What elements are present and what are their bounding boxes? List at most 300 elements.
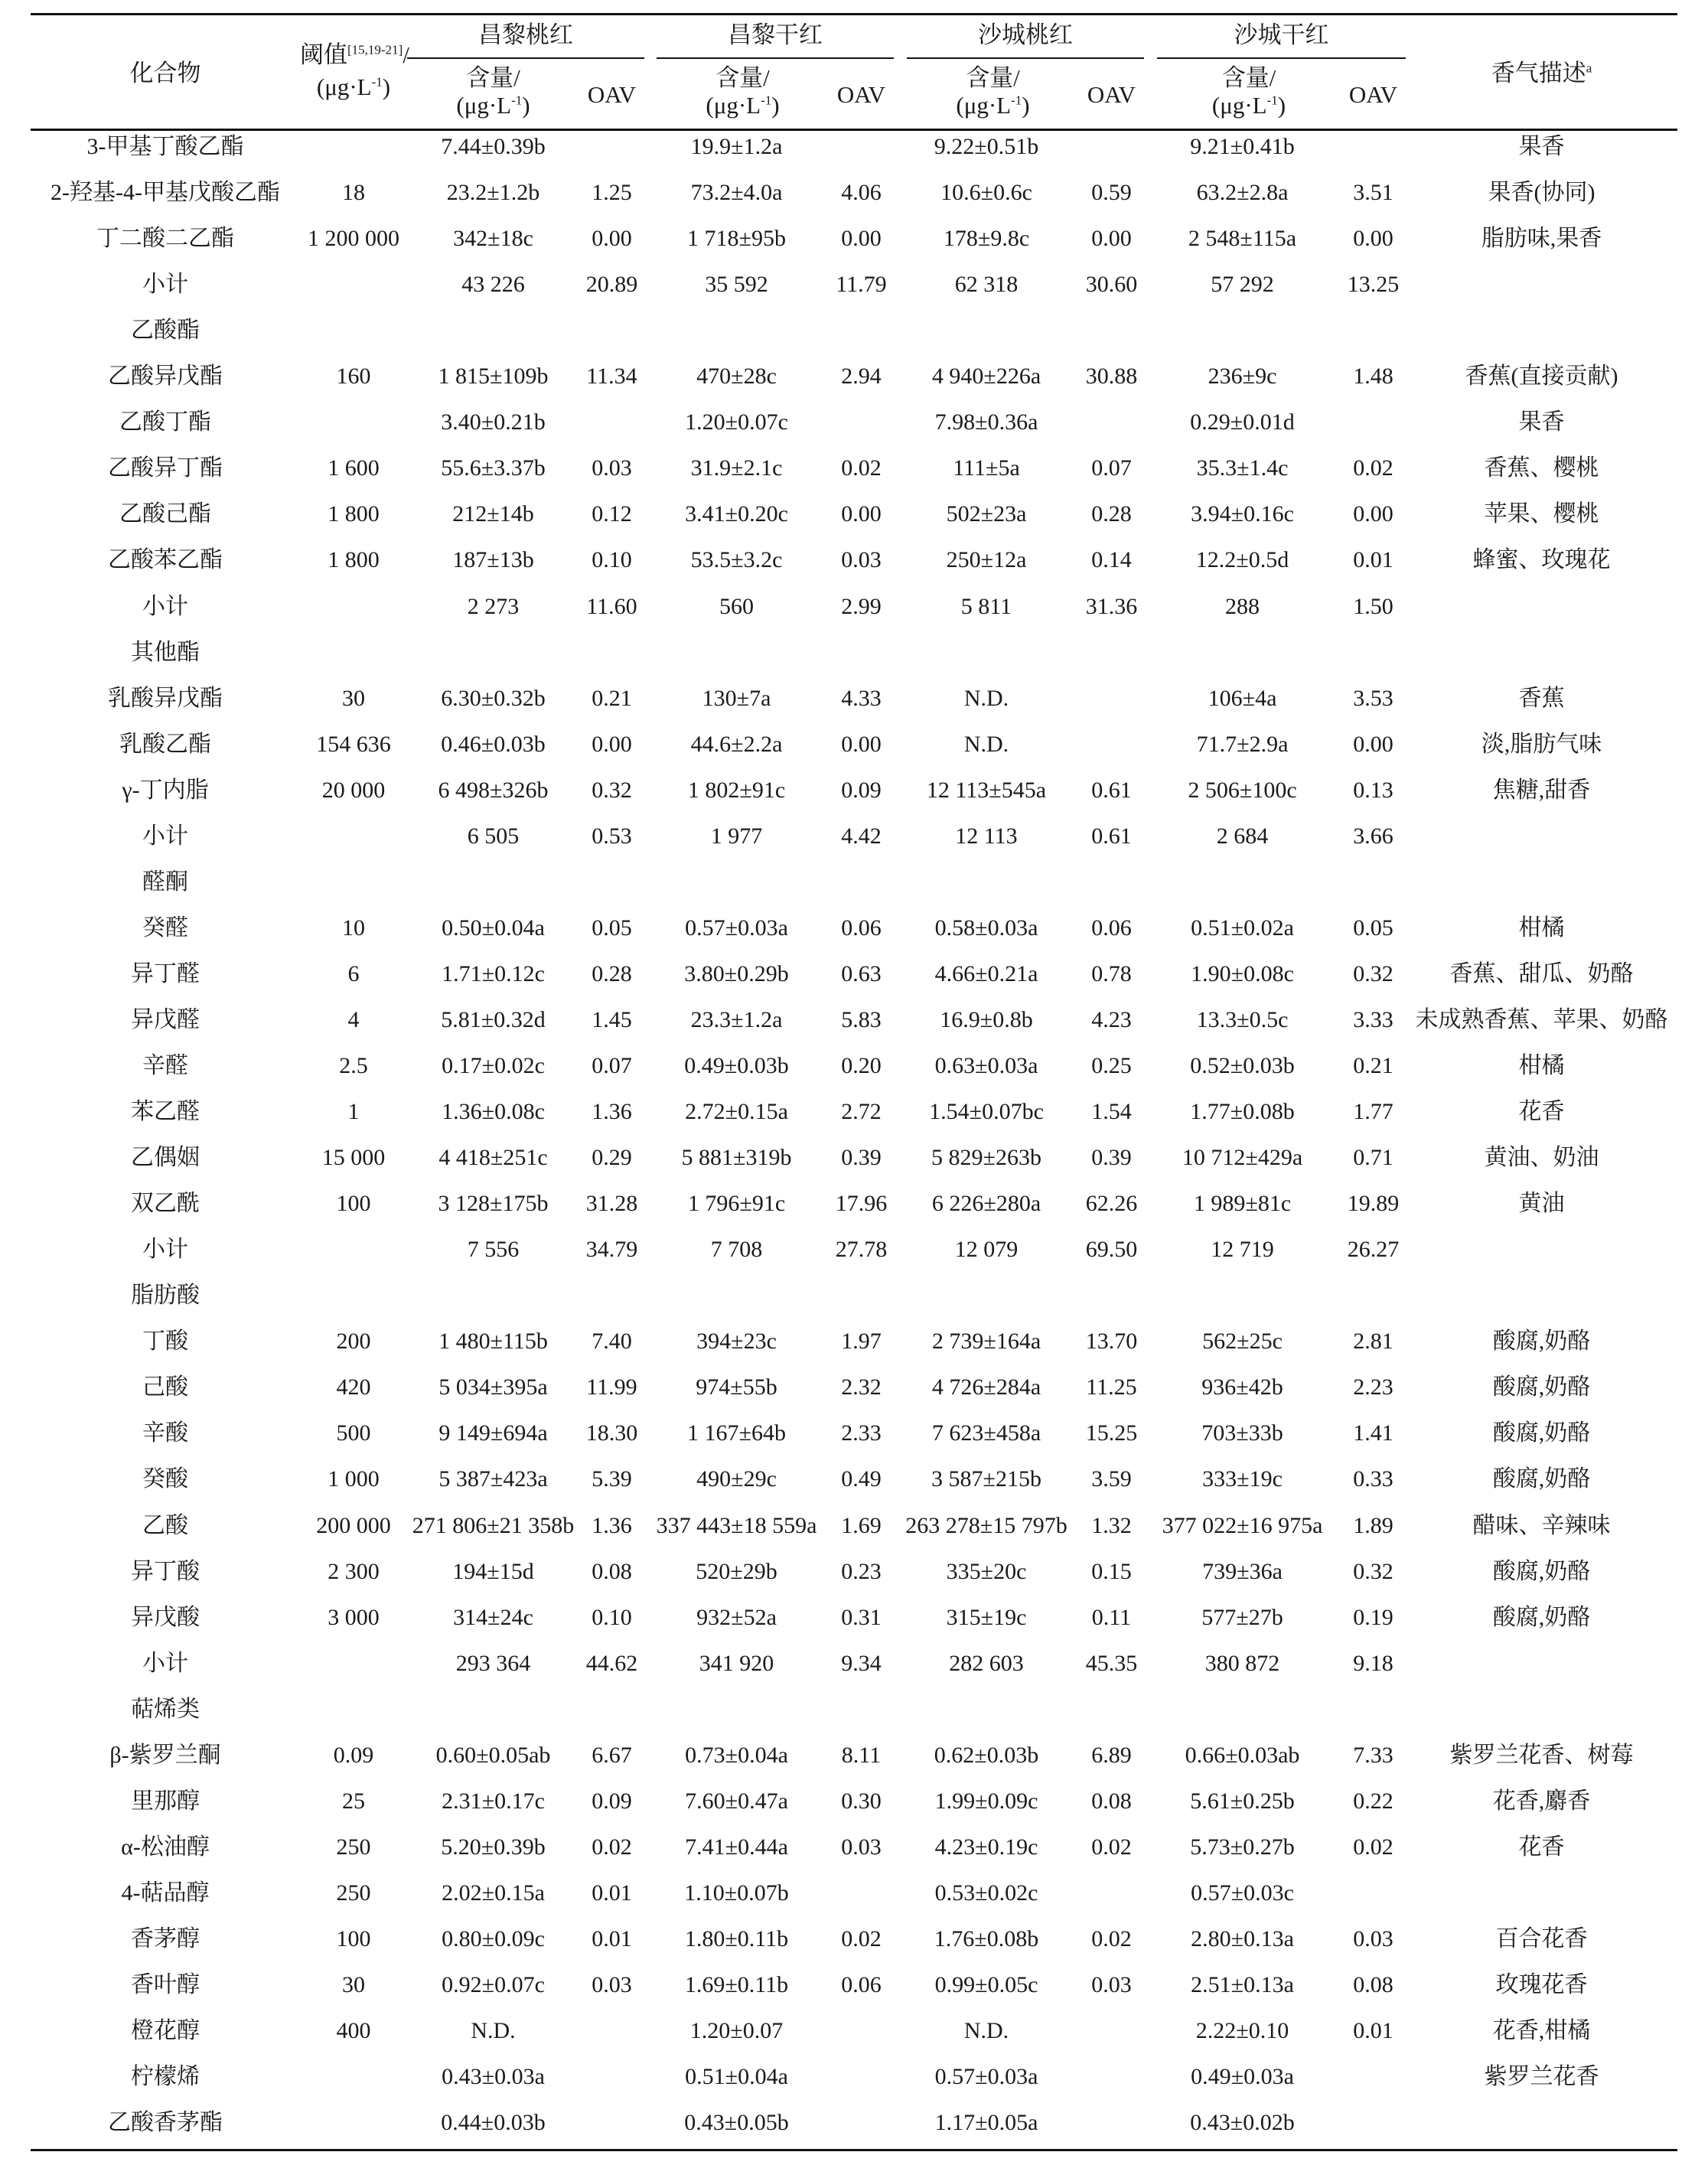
threshold-value: 154 636 (316, 731, 391, 757)
content-cl-dry: 35 592 (705, 272, 768, 298)
oav-cl-rose (579, 2100, 644, 2146)
content-sc-rose: 2 739±164a (931, 1329, 1041, 1355)
content-cl-rose: 187±13b (452, 547, 534, 573)
content-cl-dry: 1 796±91c (687, 1191, 786, 1217)
table-row (31, 445, 1677, 491)
content-sc-dry: 377 022±16 975a (1162, 1512, 1323, 1538)
oav-cl-rose (579, 630, 644, 676)
threshold-value (300, 630, 407, 676)
oav-sc-dry: 1.77 (1353, 1099, 1393, 1125)
compound-name: 萜烯类 (131, 1696, 200, 1722)
content-sc-rose: 12 113 (955, 823, 1018, 849)
threshold-value: 200 (336, 1329, 371, 1355)
content-cl-dry: 974±55b (696, 1374, 777, 1400)
oav-sc-dry: 3.51 (1353, 180, 1393, 206)
content-sc-rose: 7.98±0.36a (934, 409, 1038, 435)
content-sc-dry: 0.57±0.03c (1191, 1880, 1294, 1906)
content-sc-rose (894, 859, 1079, 905)
aroma-description: 紫罗兰花香 (1484, 2064, 1599, 2090)
content-sc-rose: 5 811 (960, 593, 1012, 619)
content-sc-dry: 0.43±0.02b (1190, 2110, 1295, 2136)
content-sc-dry: 0.49±0.03a (1191, 2064, 1294, 2090)
threshold-value: 6 (347, 960, 360, 986)
content-cl-dry: 1.20±0.07 (689, 2018, 784, 2044)
oav-sc-dry: 0.00 (1353, 731, 1393, 757)
oav-sc-rose: 0.59 (1091, 180, 1132, 206)
oav-cl-rose: 0.28 (592, 960, 632, 986)
content-cl-dry: 932±52a (696, 1604, 777, 1630)
compound-name: 乙酸香茅酯 (108, 2110, 223, 2136)
oav-sc-dry: 3.66 (1353, 823, 1393, 849)
oav-sc-dry (1341, 399, 1406, 445)
content-sc-dry: 2 548±115a (1188, 226, 1297, 252)
oav-sc-rose: 69.50 (1085, 1237, 1138, 1263)
oav-cl-rose: 1.25 (592, 180, 632, 206)
content-sc-rose: 7 623±458a (931, 1420, 1041, 1446)
content-cl-dry: 1.80±0.11b (684, 1925, 789, 1951)
content-sc-dry: 35.3±1.4c (1196, 455, 1289, 481)
oav-cl-rose (579, 124, 644, 170)
oav-sc-dry: 1.50 (1353, 593, 1393, 619)
table-row (31, 630, 1677, 676)
oav-cl-dry: 0.20 (841, 1053, 882, 1078)
data-table (31, 0, 1677, 2165)
oav-sc-rose (1079, 722, 1144, 768)
content-cl-rose: 6 498±326b (438, 777, 549, 803)
oav-sc-dry: 0.22 (1353, 1788, 1393, 1814)
table-row (31, 676, 1677, 722)
compound-name: 小计 (142, 1237, 188, 1263)
threshold-value (300, 1641, 407, 1687)
aroma-description: 香蕉、樱桃 (1484, 455, 1599, 481)
content-cl-rose: 293 364 (455, 1650, 531, 1676)
header-threshold (300, 40, 407, 70)
table-row (31, 1779, 1677, 1824)
content-cl-rose: 4 418±251c (438, 1145, 548, 1171)
table-row (31, 584, 1677, 630)
content-cl-dry: 73.2±4.0a (690, 180, 783, 206)
oav-sc-rose: 30.88 (1085, 364, 1138, 390)
oav-cl-dry: 1.97 (841, 1329, 882, 1355)
table-row (31, 262, 1677, 308)
compound-name: 其他酯 (131, 639, 200, 665)
content-cl-rose: 2.02±0.15a (442, 1880, 545, 1906)
content-sc-dry: 57 292 (1211, 272, 1274, 298)
oav-cl-dry: 0.30 (841, 1788, 882, 1814)
table-row (31, 859, 1677, 905)
oav-cl-rose: 0.08 (592, 1558, 632, 1584)
content-sc-rose: N.D. (963, 2018, 1009, 2044)
content-sc-rose (894, 308, 1079, 354)
aroma-description (1406, 308, 1677, 354)
content-sc-rose: 4.66±0.21a (934, 960, 1038, 986)
oav-cl-rose: 0.32 (592, 777, 632, 803)
compound-name: 辛醛 (142, 1053, 188, 1078)
content-sc-dry: 936±42b (1201, 1374, 1283, 1400)
content-cl-rose: 1 815±109b (438, 364, 549, 390)
oav-sc-rose (1079, 1870, 1144, 1916)
table-row (31, 1824, 1677, 1870)
oav-cl-rose: 1.45 (592, 1006, 632, 1032)
table-row (31, 1503, 1677, 1549)
threshold-value (300, 584, 407, 630)
compound-name: 乙酸苯乙酯 (108, 547, 223, 573)
content-cl-rose: 2 273 (467, 593, 520, 619)
aroma-description: 百合花香 (1495, 1925, 1588, 1951)
compound-name: γ-丁内脂 (122, 777, 209, 803)
content-sc-rose: 111±5a (953, 455, 1020, 481)
oav-cl-dry (829, 1273, 894, 1319)
content-sc-dry: 236±9c (1208, 364, 1277, 390)
oav-cl-rose (579, 308, 644, 354)
threshold-value: 100 (336, 1925, 371, 1951)
aroma-description: 酸腐,奶酪 (1492, 1420, 1591, 1446)
content-sc-rose: 502±23a (946, 501, 1027, 527)
header-threshold-ref: [15,19-21] (347, 42, 403, 57)
content-cl-rose (407, 1687, 579, 1733)
content-sc-rose: 1.54±0.07bc (929, 1099, 1044, 1125)
oav-sc-rose (1079, 2008, 1144, 2054)
oav-cl-dry (829, 859, 894, 905)
content-sc-dry: 10 712±429a (1182, 1145, 1303, 1171)
oav-sc-dry (1341, 308, 1406, 354)
content-sc-dry: 1 989±81c (1193, 1191, 1292, 1217)
content-sc-rose: 6 226±280a (931, 1191, 1041, 1217)
compound-name: 乙酸丁酯 (119, 409, 211, 435)
oav-cl-dry (829, 2008, 894, 2054)
content-sc-dry (1144, 308, 1341, 354)
table-row (31, 1410, 1677, 1456)
threshold-value: 500 (336, 1420, 371, 1446)
content-sc-dry: 3.94±0.16c (1191, 501, 1294, 527)
oav-cl-dry: 8.11 (841, 1742, 882, 1768)
content-header-1: 含量/ (466, 64, 520, 91)
table-row (31, 768, 1677, 814)
threshold-value: 400 (336, 2018, 371, 2044)
oav-cl-rose (579, 1687, 644, 1733)
oav-cl-dry: 2.94 (841, 364, 882, 390)
threshold-value (300, 2054, 407, 2100)
oav-cl-dry (829, 1687, 894, 1733)
content-sc-dry: 577±27b (1201, 1604, 1283, 1630)
table-row (31, 1365, 1677, 1410)
oav-cl-rose: 0.00 (592, 731, 632, 757)
content-sc-dry: 9.21±0.41b (1190, 134, 1295, 159)
oav-cl-rose: 0.29 (592, 1145, 632, 1171)
content-cl-dry (644, 630, 829, 676)
threshold-value: 1 800 (328, 501, 380, 527)
compound-name: 橙花醇 (131, 2018, 200, 2044)
oav-sc-dry (1341, 2054, 1406, 2100)
oav-cl-dry: 17.96 (835, 1191, 888, 1217)
aroma-description (1406, 859, 1677, 905)
content-sc-dry: 106±4a (1208, 685, 1277, 711)
table-row (31, 997, 1677, 1043)
threshold-value (300, 308, 407, 354)
aroma-description (1406, 1273, 1677, 1319)
table-row (31, 1273, 1677, 1319)
group-header-2: 昌黎干红 (728, 21, 823, 48)
oav-cl-dry: 0.49 (841, 1466, 882, 1492)
oav-sc-dry: 7.33 (1353, 1742, 1393, 1768)
table-row (31, 814, 1677, 859)
content-sc-rose: 12 113±545a (926, 777, 1047, 803)
content-cl-rose: 5 387±423a (438, 1466, 548, 1492)
oav-sc-dry: 19.89 (1347, 1191, 1400, 1217)
compound-name: α-松油醇 (121, 1834, 210, 1860)
compound-name: 丁二酸二乙酯 (96, 226, 234, 252)
header-aroma: 香气描述$^a$ (1491, 60, 1592, 86)
oav-cl-rose: 0.10 (592, 547, 632, 573)
content-cl-rose: 43 226 (461, 272, 525, 298)
oav-sc-rose (1079, 399, 1144, 445)
content-unit-1: $(\mu g\cdot L^{-1})$ (456, 92, 530, 119)
oav-sc-dry: 0.32 (1353, 1558, 1393, 1584)
aroma-description (1406, 1641, 1677, 1687)
compound-name: 香茅醇 (131, 1925, 200, 1951)
content-sc-dry: 1.90±0.08c (1191, 960, 1294, 986)
oav-cl-rose: 0.03 (592, 1972, 632, 1997)
table-row (31, 354, 1677, 399)
content-cl-dry: 23.3±1.2a (690, 1006, 783, 1032)
threshold-value: 30 (342, 1972, 365, 1997)
content-unit-2: $(\mu g\cdot L^{-1})$ (706, 92, 780, 119)
threshold-value: 4 (347, 1006, 360, 1032)
content-sc-rose: 62 318 (954, 272, 1019, 298)
oav-sc-rose: 13.70 (1085, 1329, 1138, 1355)
content-cl-dry: 5 881±319b (681, 1145, 792, 1171)
content-cl-dry: 470±28c (696, 364, 777, 390)
group-header-4: 沙城干红 (1234, 21, 1329, 48)
aroma-description (1406, 262, 1677, 308)
content-cl-rose: 0.17±0.02c (442, 1053, 545, 1078)
table-row (31, 170, 1677, 216)
content-cl-dry: 341 920 (699, 1650, 774, 1676)
oav-header-2: OAV (836, 81, 886, 108)
oav-sc-rose: 0.02 (1091, 1834, 1132, 1860)
compound-name: 乙酸异戊酯 (108, 364, 223, 390)
aroma-description: 苹果、樱桃 (1484, 501, 1599, 527)
content-sc-rose: 335±20c (946, 1558, 1027, 1584)
content-sc-rose: 16.9±0.8b (940, 1006, 1033, 1032)
aroma-description (1406, 2100, 1677, 2146)
content-cl-rose: 212±14b (452, 501, 534, 527)
content-sc-dry: 1.77±0.08b (1190, 1099, 1295, 1125)
content-cl-rose: N.D. (471, 2018, 516, 2044)
content-cl-dry: 0.49±0.03b (684, 1053, 789, 1078)
compound-name: 小计 (142, 593, 188, 619)
content-sc-dry: 0.29±0.01d (1190, 409, 1295, 435)
threshold-value: 2.5 (339, 1053, 368, 1078)
threshold-value: 160 (336, 364, 371, 390)
oav-cl-dry (829, 1870, 894, 1916)
oav-sc-rose: 0.78 (1091, 960, 1132, 986)
oav-cl-rose (579, 1273, 644, 1319)
oav-cl-rose: 18.30 (585, 1420, 638, 1446)
oav-cl-rose: 0.10 (592, 1604, 632, 1630)
content-cl-rose: 3.40±0.21b (441, 409, 546, 435)
content-sc-dry: 2 506±100c (1188, 777, 1297, 803)
oav-sc-rose: 0.14 (1091, 547, 1132, 573)
compound-name: 小计 (142, 1650, 188, 1676)
content-sc-dry: 2.80±0.13a (1191, 1925, 1294, 1951)
oav-cl-rose (579, 399, 644, 445)
table-row (31, 1687, 1677, 1733)
content-sc-dry (1144, 630, 1341, 676)
aroma-description: 焦糖,甜香 (1492, 777, 1591, 803)
content-cl-dry (644, 859, 829, 905)
oav-sc-dry: 3.33 (1353, 1006, 1393, 1032)
compound-name: 小计 (142, 823, 188, 849)
oav-sc-dry: 0.03 (1353, 1925, 1393, 1951)
aroma-description: 柑橘 (1518, 915, 1565, 941)
oav-cl-dry: 2.32 (841, 1374, 882, 1400)
content-cl-rose: 2.31±0.17c (442, 1788, 545, 1814)
oav-sc-dry (1341, 859, 1406, 905)
oav-sc-dry: 2.23 (1353, 1374, 1393, 1400)
oav-cl-dry: 2.99 (841, 593, 882, 619)
oav-cl-dry: 4.42 (841, 823, 882, 849)
threshold-value (300, 262, 407, 308)
aroma-description: 蜂蜜、玫瑰花 (1472, 547, 1611, 573)
oav-sc-dry: 0.01 (1353, 2018, 1393, 2044)
oav-sc-rose: 0.06 (1091, 915, 1132, 941)
aroma-description: 黄油 (1518, 1191, 1565, 1217)
oav-sc-dry (1341, 1273, 1406, 1319)
oav-sc-rose: 0.08 (1091, 1788, 1132, 1814)
aroma-description: 淡,脂肪气味 (1481, 731, 1602, 757)
compound-name: 己酸 (142, 1374, 188, 1400)
table-row (31, 1870, 1677, 1916)
content-sc-dry: 2.51±0.13a (1191, 1972, 1294, 1997)
content-sc-rose: 4 726±284a (931, 1374, 1041, 1400)
content-cl-rose: 0.43±0.03a (442, 2064, 545, 2090)
aroma-description (1406, 814, 1677, 859)
oav-cl-dry (829, 2100, 894, 2146)
aroma-description: 紫罗兰花香、树莓 (1449, 1742, 1634, 1768)
oav-cl-rose: 6.67 (592, 1742, 632, 1768)
content-sc-rose: 3 587±215b (931, 1466, 1041, 1492)
table-row (31, 1181, 1677, 1227)
oav-cl-dry: 0.00 (841, 501, 882, 527)
oav-cl-rose: 0.21 (592, 685, 632, 711)
oav-sc-dry: 0.01 (1353, 547, 1393, 573)
oav-cl-dry: 4.06 (841, 180, 882, 206)
content-sc-rose: 4.23±0.19c (934, 1834, 1038, 1860)
threshold-value: 15 000 (321, 1145, 386, 1171)
header-compound: 化合物 (129, 60, 201, 86)
compound-name: 癸酸 (142, 1466, 188, 1492)
oav-sc-rose: 0.07 (1091, 455, 1132, 481)
oav-sc-dry: 1.41 (1353, 1420, 1393, 1446)
content-sc-dry (1144, 1273, 1341, 1319)
content-cl-dry (644, 1273, 829, 1319)
compound-name: 丁酸 (142, 1329, 188, 1355)
compound-name: 辛酸 (142, 1420, 188, 1446)
content-sc-rose: 1.99±0.09c (934, 1788, 1038, 1814)
oav-cl-rose: 44.62 (585, 1650, 638, 1676)
threshold-value: 2 300 (328, 1558, 380, 1584)
oav-cl-rose: 20.89 (585, 272, 638, 298)
content-cl-rose (407, 1273, 579, 1319)
table-row (31, 2054, 1677, 2100)
oav-cl-dry: 11.79 (836, 272, 887, 298)
content-cl-dry: 7.41±0.44a (685, 1834, 788, 1860)
oav-cl-rose: 0.03 (592, 455, 632, 481)
content-cl-rose: 7 556 (467, 1237, 520, 1263)
compound-name: 乙酸己酯 (119, 501, 211, 527)
content-cl-dry: 394±23c (696, 1329, 777, 1355)
oav-cl-dry: 0.02 (841, 1925, 882, 1951)
threshold-value (300, 124, 407, 170)
oav-cl-rose: 11.99 (586, 1374, 637, 1400)
content-sc-rose: 9.22±0.51b (934, 134, 1039, 159)
content-cl-rose: 5.20±0.39b (441, 1834, 546, 1860)
content-cl-dry: 0.43±0.05b (684, 2110, 789, 2136)
oav-cl-dry: 0.03 (841, 1834, 882, 1860)
table-row (31, 537, 1677, 583)
threshold-value (300, 859, 407, 905)
content-cl-rose: 23.2±1.2b (446, 180, 540, 206)
oav-sc-dry: 26.27 (1347, 1237, 1400, 1263)
oav-cl-dry: 0.06 (841, 1972, 882, 1997)
oav-cl-dry: 0.63 (841, 960, 882, 986)
compound-name: 乳酸乙酯 (119, 731, 211, 757)
oav-sc-rose: 4.23 (1091, 1006, 1132, 1032)
oav-sc-rose (1079, 859, 1144, 905)
content-sc-rose: 0.99±0.05c (934, 1972, 1038, 1997)
oav-header-1: OAV (587, 81, 637, 108)
threshold-value: 250 (336, 1880, 371, 1906)
oav-cl-rose: 31.28 (585, 1191, 638, 1217)
threshold-value: 250 (336, 1834, 371, 1860)
threshold-value (300, 1687, 407, 1733)
oav-cl-dry: 0.03 (841, 547, 882, 573)
oav-cl-rose: 1.36 (592, 1099, 632, 1125)
content-sc-rose: 0.62±0.03b (934, 1742, 1039, 1768)
threshold-value (300, 1227, 407, 1273)
oav-sc-rose: 0.39 (1091, 1145, 1132, 1171)
content-sc-rose: 5 829±263b (931, 1145, 1041, 1171)
content-sc-dry: 12.2±0.5d (1195, 547, 1289, 573)
header-threshold-slash: / (403, 41, 409, 68)
content-sc-dry: 562±25c (1202, 1329, 1283, 1355)
content-cl-dry: 7 708 (710, 1237, 763, 1263)
aroma-description: 花香 (1518, 1099, 1565, 1125)
content-cl-rose: 7.44±0.39b (441, 134, 546, 159)
content-cl-rose: 271 806±21 358b (412, 1512, 575, 1538)
oav-cl-rose: 0.02 (592, 1834, 632, 1860)
content-sc-dry: 0.51±0.02a (1191, 915, 1294, 941)
content-cl-dry: 1 802±91c (687, 777, 786, 803)
aroma-description: 香蕉(直接贡献) (1465, 364, 1618, 390)
table-row (31, 722, 1677, 768)
oav-cl-rose: 7.40 (592, 1329, 632, 1355)
content-sc-dry: 13.3±0.5c (1196, 1006, 1289, 1032)
content-cl-dry: 560 (719, 593, 754, 619)
content-cl-rose: 314±24c (453, 1604, 533, 1630)
compound-name: 癸醛 (142, 915, 188, 941)
compound-name: 香叶醇 (131, 1972, 200, 1997)
table-row (31, 308, 1677, 354)
content-sc-rose: 1.76±0.08b (934, 1925, 1039, 1951)
content-sc-dry: 380 872 (1204, 1650, 1280, 1676)
content-sc-rose: 4 940±226a (931, 364, 1041, 390)
oav-sc-dry: 2.81 (1353, 1329, 1393, 1355)
oav-cl-dry: 0.00 (841, 731, 882, 757)
oav-header-3: OAV (1087, 81, 1136, 108)
aroma-description (1406, 584, 1677, 630)
